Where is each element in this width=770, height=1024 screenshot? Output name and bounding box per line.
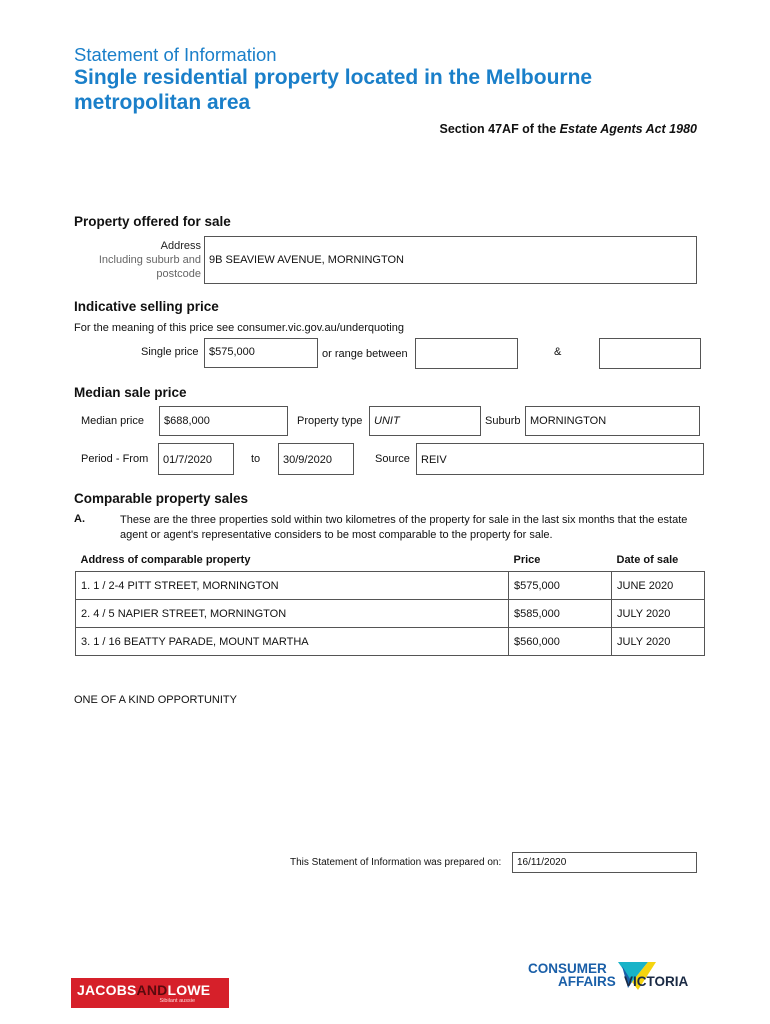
document-subtitle: Statement of Information <box>74 44 277 65</box>
column-header-date: Date of sale <box>616 554 679 566</box>
property-type-label: Property type <box>297 415 363 427</box>
remarks-text: ONE OF A KIND OPPORTUNITY <box>74 694 237 706</box>
address-label-line1: Address <box>160 240 201 252</box>
comparable-date[interactable]: JULY 2020 <box>612 600 705 628</box>
comparable-heading: Comparable property sales <box>74 491 249 506</box>
comparable-price[interactable]: $575,000 <box>509 572 612 600</box>
indicative-heading: Indicative selling price <box>74 299 219 314</box>
table-header-row <box>76 549 705 572</box>
period-from-field[interactable]: 01/7/2020 <box>158 443 234 475</box>
comparable-date[interactable]: JUNE 2020 <box>612 572 705 600</box>
agency-logo-tagline: Sibilant aussie <box>159 998 195 1004</box>
address-field[interactable]: 9B SEAVIEW AVENUE, MORNINGTON <box>204 236 697 284</box>
column-header-address: Address of comparable property <box>80 554 251 566</box>
comparable-table <box>75 549 705 656</box>
comparable-price[interactable]: $585,000 <box>509 600 612 628</box>
comparable-price[interactable]: $560,000 <box>509 628 612 656</box>
single-price-field[interactable]: $575,000 <box>204 338 318 368</box>
suburb-field[interactable]: MORNINGTON <box>525 406 700 436</box>
section-prefix: Section 47AF of the <box>439 122 560 136</box>
median-price-field[interactable]: $688,000 <box>159 406 288 436</box>
median-heading: Median sale price <box>74 385 187 400</box>
table-row <box>76 628 705 656</box>
single-price-label: Single price <box>141 346 199 358</box>
property-type-field[interactable]: UNIT <box>369 406 481 436</box>
address-label-line3: postcode <box>156 268 201 280</box>
table-row <box>76 600 705 628</box>
range-label: or range between <box>322 348 408 360</box>
comparable-date[interactable]: JULY 2020 <box>612 628 705 656</box>
comparable-marker: A. <box>74 513 85 525</box>
suburb-label: Suburb <box>485 415 521 427</box>
range-low-field[interactable] <box>415 338 518 369</box>
agency-logo-part3: LOWE <box>167 982 211 998</box>
agency-logo-text <box>77 982 210 998</box>
median-price-label: Median price <box>81 415 144 427</box>
range-ampersand: & <box>554 346 562 358</box>
comparable-address[interactable]: 1. 1 / 2-4 PITT STREET, MORNINGTON <box>76 572 509 600</box>
agency-logo-part2: AND <box>136 982 168 998</box>
period-to-label: to <box>251 453 261 465</box>
column-header-price: Price <box>513 554 541 566</box>
document-title: Single residential property located in the Melbourne metropolitan area <box>74 66 593 114</box>
source-field[interactable]: REIV <box>416 443 704 475</box>
address-label-line2: Including suburb and <box>98 254 201 266</box>
comparable-address[interactable]: 2. 4 / 5 NAPIER STREET, MORNINGTON <box>76 600 509 628</box>
table-row <box>76 572 705 600</box>
prepared-date-field[interactable]: 16/11/2020 <box>512 852 697 873</box>
source-label: Source <box>375 453 410 465</box>
comparable-description: These are the three properties sold within two kilometres of the property for sale in the last six months that the estate agent or agent's representative considers to be most comparable to the property for sale. <box>120 514 688 541</box>
period-from-label: Period - From <box>81 453 149 465</box>
cav-line1: CONSUMER <box>528 961 607 976</box>
cav-line2: AFFAIRS <box>558 974 616 989</box>
agency-logo-part1: JACOBS <box>77 982 137 998</box>
act-name: Estate Agents Act 1980 <box>559 122 697 136</box>
agency-logo <box>71 978 229 1008</box>
address-label <box>80 239 201 281</box>
comparable-address[interactable]: 3. 1 / 16 BEATTY PARADE, MOUNT MARTHA <box>76 628 509 656</box>
consumer-affairs-victoria-logo <box>528 958 706 1006</box>
section-reference <box>440 122 697 136</box>
property-heading: Property offered for sale <box>74 214 231 229</box>
cav-line3: VICTORIA <box>624 974 689 989</box>
prepared-label: This Statement of Information was prepared on: <box>290 857 502 868</box>
range-high-field[interactable] <box>599 338 701 369</box>
underquoting-note: For the meaning of this price see consumer.vic.gov.au/underquoting <box>74 322 404 334</box>
period-to-field[interactable]: 30/9/2020 <box>278 443 354 475</box>
